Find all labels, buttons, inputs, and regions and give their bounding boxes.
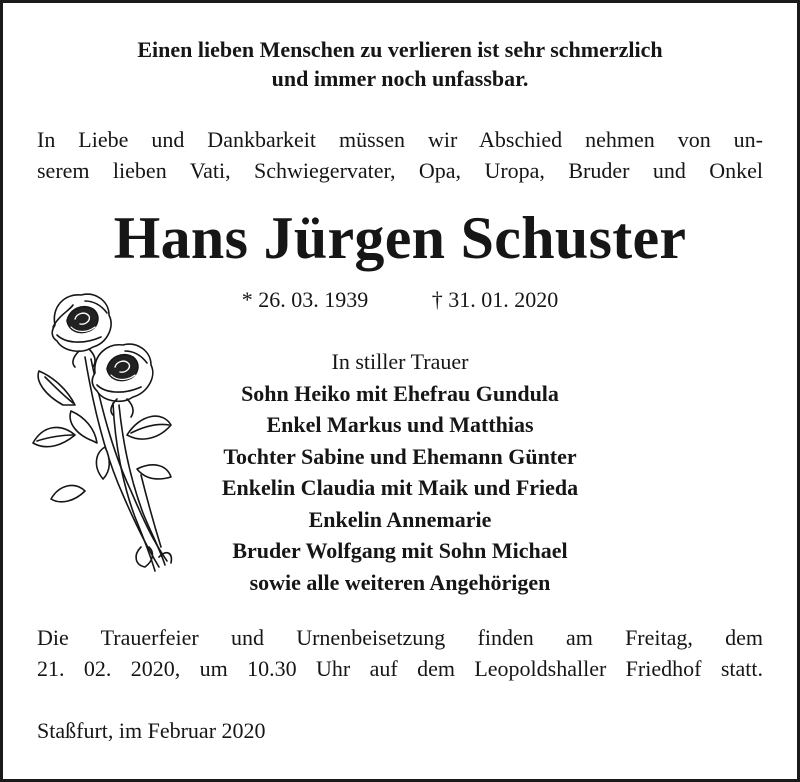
mourning-heading: In stiller Trauer	[331, 349, 469, 374]
mourner-line: Enkel Markus und Matthias	[266, 412, 534, 437]
mourner-line: Enkelin Claudia mit Maik und Frieda	[221, 475, 579, 500]
intro-line-1: Einen lieben Menschen zu verlieren ist sehr schmerzlich	[137, 37, 663, 62]
ceremony-line-1: Die Trauerfeier und Urnenbeisetzung finden am Freitag, dem	[37, 625, 763, 650]
mourner-line: sowie alle weiteren Angehörigen	[249, 569, 551, 595]
mourner-line: Enkelin Annemarie	[308, 506, 492, 532]
mourner-line: Sohn Heiko mit Ehefrau Gundula	[241, 380, 559, 406]
farewell-line-1: In Liebe und Dankbarkeit müssen wir Abschied nehmen von un-	[37, 127, 763, 152]
mourner-line: Tochter Sabine und Ehemann Günter	[223, 443, 577, 469]
farewell-text	[37, 124, 763, 186]
mourners-list	[113, 346, 687, 598]
birth-date: * 26. 03. 1939	[241, 287, 369, 312]
ceremony-line-2: 21. 02. 2020, um 10.30 Uhr auf dem Leopoldshaller Friedhof statt.	[37, 656, 763, 681]
farewell-line-2: serem lieben Vati, Schwiegervater, Opa, Uropa, Bruder und Onkel	[37, 158, 763, 183]
place-and-date: Staßfurt, im Februar 2020	[37, 718, 266, 743]
ceremony-text	[37, 622, 763, 684]
intro-line-2: und immer noch unfassbar.	[271, 66, 529, 91]
intro-text	[3, 35, 797, 93]
deceased-name: Hans Jürgen Schuster	[113, 205, 687, 271]
death-date: † 31. 01. 2020	[431, 287, 559, 312]
mourner-line: Bruder Wolfgang mit Sohn Michael	[232, 538, 568, 563]
